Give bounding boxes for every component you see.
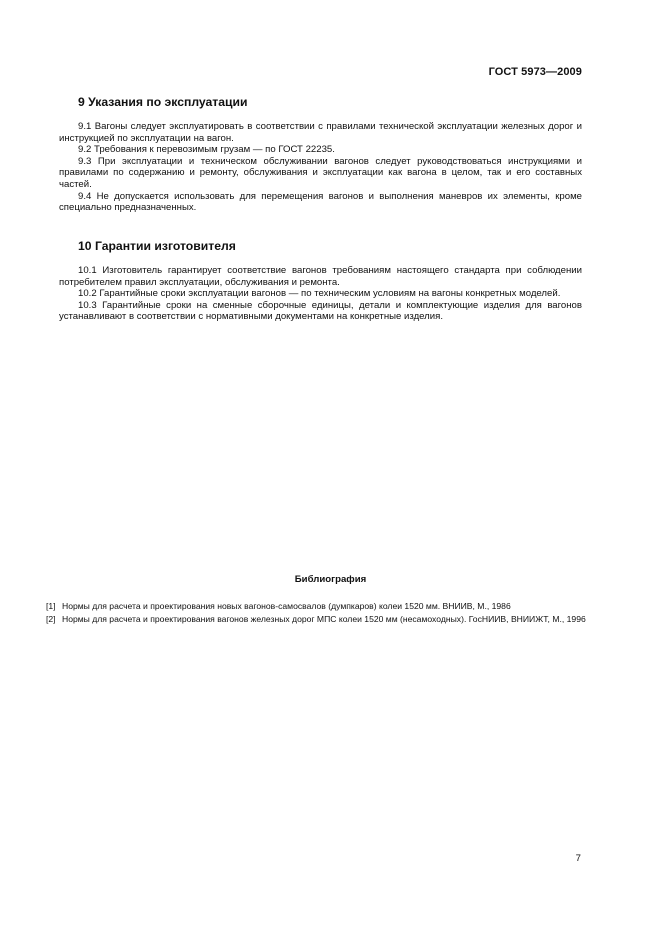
- paragraph-10-2: 10.2 Гарантийные сроки эксплуатации вагонов — по техническим условиям на вагоны конкретных моделей.: [78, 288, 561, 300]
- paragraph-9-2: 9.2 Требования к перевозимым грузам — по ГОСТ 22235.: [78, 144, 335, 156]
- section-title: 9 Указания по эксплуатации: [78, 95, 248, 109]
- bibliography-title: Библиография: [294, 574, 367, 585]
- document-code: ГОСТ 5973—2009: [488, 66, 582, 78]
- page-number: 7: [575, 853, 581, 864]
- paragraph-9-3: 9.3 При эксплуатации и техническом обслуживании вагонов следует руководствоваться инструкциями и правилами по содержанию и ремонту, обслуживания и эксплуатации как вагона в целом, так и его составных частей.: [59, 155, 582, 190]
- section-operating-instructions: [59, 95, 582, 214]
- bibliography-item: [46, 600, 586, 612]
- bibliography-list: [46, 600, 586, 626]
- paragraph-9-1: 9.1 Вагоны следует эксплуатировать в соответствии с правилами технической эксплуатации железных дорог и инструкцией по эксплуатации на вагон.: [59, 121, 582, 144]
- bibliography-item-text: Нормы для расчета и проектирования новых вагонов-самосвалов (думпкаров) колеи 1520 мм. ВНИИВ, М., 1986: [62, 601, 511, 611]
- section-title: 10 Гарантии изготовителя: [78, 239, 236, 253]
- paragraph-10-3: 10.3 Гарантийные сроки на сменные сборочные единицы, детали и комплектующие изделия для вагонов устанавливают в соответствии с нормативными документами на конкретные изделия.: [59, 299, 582, 323]
- section-manufacturer-warranty: [59, 239, 582, 323]
- bibliography-item: [46, 613, 586, 625]
- bibliography-item-text: Нормы для расчета и проектирования вагонов железных дорог МПС колеи 1520 мм (несамоходных). ГосНИИВ, ВНИИЖТ, М., 1996: [62, 614, 586, 624]
- paragraph-9-4: 9.4 Не допускается использовать для перемещения вагонов и выполнения маневров их элементы, кроме специально предназначенных.: [59, 190, 582, 214]
- bibliography-item-number: [1]: [46, 601, 56, 611]
- paragraph-10-1: 10.1 Изготовитель гарантирует соответствие вагонов требованиям настоящего стандарта при соблюдении потребителем правил эксплуатации, обслуживания и ремонта.: [59, 265, 582, 288]
- bibliography-item-number: [2]: [46, 614, 56, 624]
